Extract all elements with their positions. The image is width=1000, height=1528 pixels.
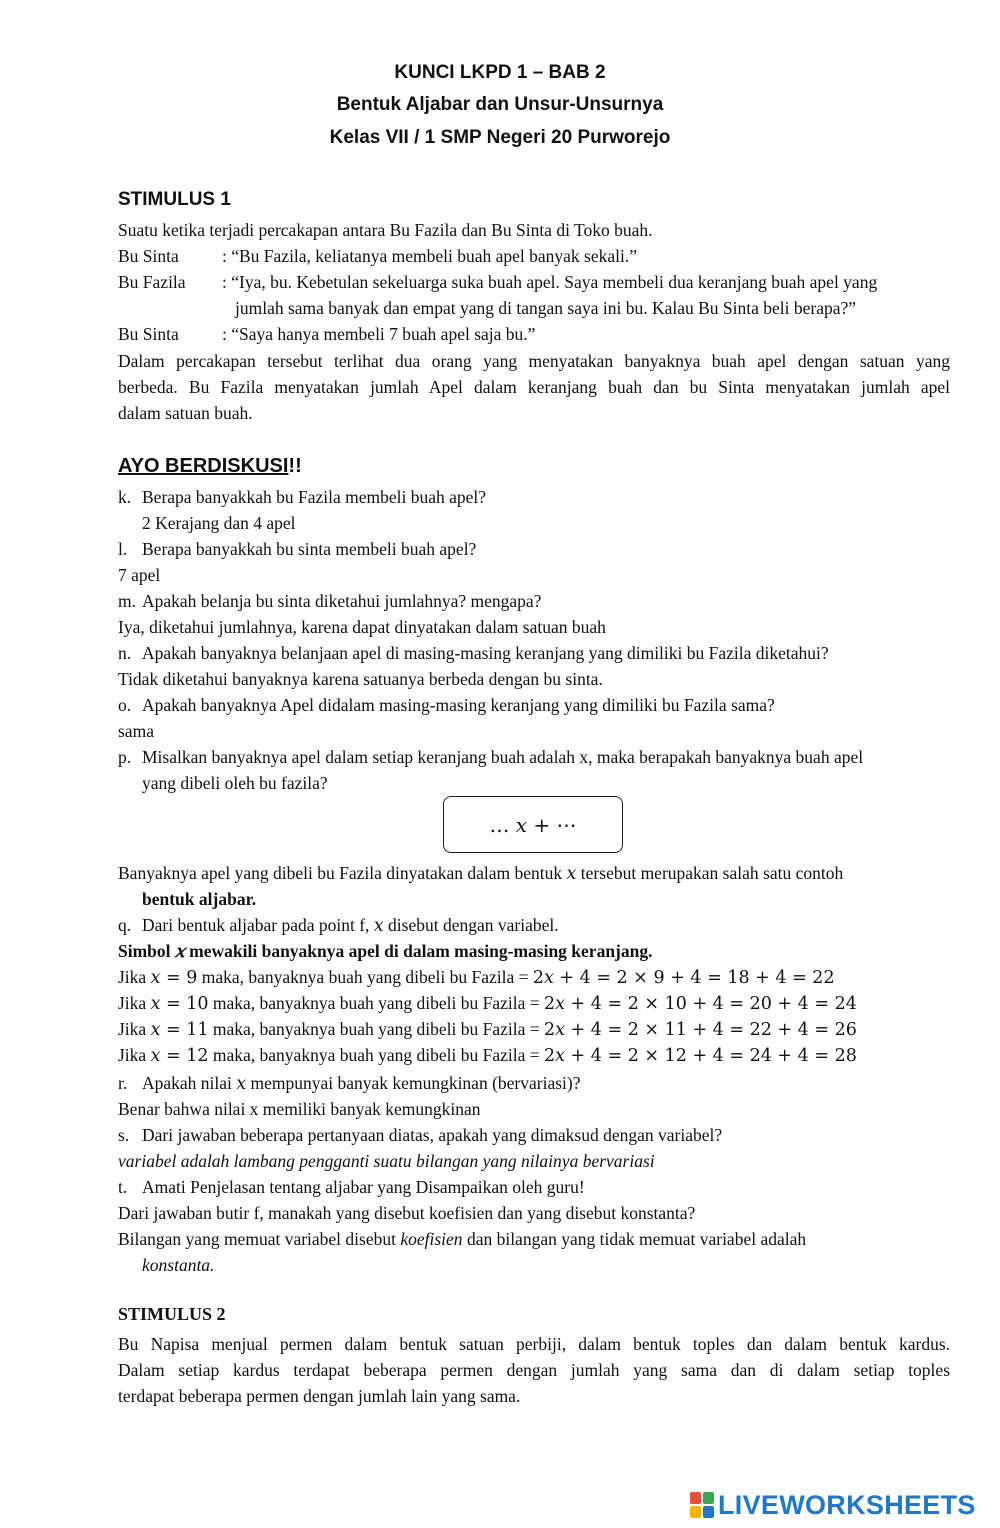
- question-t: t. Amati Penjelasan tentang aljabar yang Disampaikan oleh guru!: [118, 1177, 585, 1197]
- question-r: r. Apakah nilai 𝑥 mempunyai banyak kemungkinan (bervariasi)?: [118, 1073, 581, 1094]
- answer-o: sama: [118, 721, 154, 741]
- header-class: Kelas VII / 1 SMP Negeri 20 Purworejo: [329, 127, 671, 148]
- answer-t: Bilangan yang memuat variabel disebut koefisien dan bilangan yang tidak memuat variabel adalah: [118, 1229, 807, 1249]
- stimulus2-line: terdapat beberapa permen dengan jumlah lain yang sama.: [118, 1386, 521, 1406]
- bentuk-aljabar-line: Banyaknya apel yang dibeli bu Fazila dinyatakan dalam bentuk 𝑥 tersebut merupakan salah satu contoh: [118, 863, 844, 884]
- question-o: o. Apakah banyaknya Apel didalam masing-masing keranjang yang dimiliki bu Fazila sama?: [118, 695, 775, 715]
- dialog-text: : “Saya hanya membeli 7 buah apel saja bu.”: [222, 324, 536, 344]
- stimulus1-paragraph-line: dalam satuan buah.: [118, 403, 253, 423]
- liveworksheets-logo-icon: [690, 1492, 714, 1518]
- question-n: n. Apakah banyaknya belanjaan apel di masing-masing keranjang yang dimiliki bu Fazila diketahui?: [118, 643, 829, 663]
- stimulus2-title: STIMULUS 2: [118, 1304, 226, 1324]
- jika-line: Jika 𝑥 = 12 maka, banyaknya buah yang dibeli bu Fazila = 2𝑥 + 4 = 2 × 12 + 4 = 24 + 4 = 28: [118, 1045, 857, 1066]
- question-l: l. Berapa banyakkah bu sinta membeli buah apel?: [118, 539, 477, 559]
- question-m: m. Apakah belanja bu sinta diketahui jumlahnya? mengapa?: [118, 591, 542, 611]
- dialog-line: [118, 245, 637, 267]
- answer-m: Iya, diketahui jumlahnya, karena dapat dinyatakan dalam satuan buah: [118, 617, 606, 637]
- question-p-continuation: yang dibeli oleh bu fazila?: [142, 773, 328, 793]
- jika-line: Jika 𝑥 = 9 maka, banyaknya buah yang dibeli bu Fazila = 2𝑥 + 4 = 2 × 9 + 4 = 18 + 4 = 22: [118, 967, 835, 988]
- stimulus1-intro: Suatu ketika terjadi percakapan antara Bu Fazila dan Bu Sinta di Toko buah.: [118, 220, 653, 240]
- dialog-speaker: Bu Fazila: [118, 272, 186, 292]
- dialog-speaker: Bu Sinta: [118, 324, 179, 344]
- header-title: KUNCI LKPD 1 – BAB 2: [394, 62, 606, 83]
- dialog-line: [118, 323, 535, 345]
- question-p: p. Misalkan banyaknya apel dalam setiap keranjang buah adalah x, maka berapakah banyaknya buah apel: [118, 747, 864, 767]
- dialog-line: [118, 271, 877, 293]
- question-k: k. Berapa banyakkah bu Fazila membeli buah apel?: [118, 487, 487, 507]
- stimulus1-paragraph-line: Dalam percakapan tersebut terlihat dua orang yang menyatakan banyaknya buah apel dengan satuan yang: [118, 351, 950, 371]
- simbol-statement: Simbol 𝑥 mewakili banyaknya apel di dalam masing-masing keranjang.: [118, 941, 653, 962]
- answer-s: variabel adalah lambang pengganti suatu bilangan yang nilainya bervariasi: [118, 1151, 655, 1171]
- answer-l: 7 apel: [118, 565, 161, 585]
- jika-line: Jika 𝑥 = 11 maka, banyaknya buah yang dibeli bu Fazila = 2𝑥 + 4 = 2 × 11 + 4 = 22 + 4 = 26: [118, 1019, 857, 1040]
- jika-line: Jika 𝑥 = 10 maka, banyaknya buah yang dibeli bu Fazila = 2𝑥 + 4 = 2 × 10 + 4 = 20 + 4 = 24: [118, 993, 857, 1014]
- question-t-detail: Dari jawaban butir f, manakah yang disebut koefisien dan yang disebut konstanta?: [118, 1203, 696, 1223]
- answer-k: 2 Kerajang dan 4 apel: [142, 513, 296, 533]
- stimulus1-paragraph-line: berbeda. Bu Fazila menyatakan jumlah Apel dalam keranjang buah dan bu Sinta menyatakan jumlah apel: [118, 377, 950, 397]
- question-q: q. Dari bentuk aljabar pada point f, 𝑥 disebut dengan variabel.: [118, 915, 559, 936]
- formula-text: … 𝑥 + ⋯: [489, 812, 577, 837]
- answer-r: Benar bahwa nilai x memiliki banyak kemungkinan: [118, 1099, 481, 1119]
- answer-t-continuation: konstanta.: [142, 1255, 215, 1275]
- answer-n: Tidak diketahui banyaknya karena satuanya berbeda dengan bu sinta.: [118, 669, 603, 689]
- liveworksheets-logo: [690, 1488, 976, 1522]
- stimulus2-line: Dalam setiap kardus terdapat beberapa permen dengan jumlah yang sama dan di dalam setiap toples: [118, 1360, 950, 1380]
- liveworksheets-logo-text: LIVEWORKSHEETS: [718, 1489, 976, 1520]
- dialog-continuation: jumlah sama banyak dan empat yang di tangan saya ini bu. Kalau Bu Sinta beli berapa?”: [235, 298, 857, 318]
- stimulus1-title: STIMULUS 1: [118, 189, 231, 210]
- header-subtitle: Bentuk Aljabar dan Unsur-Unsurnya: [336, 94, 664, 115]
- ayo-berdiskusi-title: AYO BERDISKUSI!!: [118, 455, 302, 477]
- stimulus2-line: Bu Napisa menjual permen dalam bentuk satuan perbiji, dalam bentuk toples dan dalam bentuk kardus.: [118, 1334, 950, 1354]
- formula-box: [443, 796, 623, 853]
- dialog-text: : “Bu Fazila, keliatanya membeli buah apel banyak sekali.”: [222, 246, 637, 266]
- bentuk-aljabar-bold: bentuk aljabar.: [142, 889, 257, 909]
- dialog-speaker: Bu Sinta: [118, 246, 179, 266]
- dialog-text: : “Iya, bu. Kebetulan sekeluarga suka buah apel. Saya membeli dua keranjang buah apel yang: [222, 272, 878, 292]
- question-s: s. Dari jawaban beberapa pertanyaan diatas, apakah yang dimaksud dengan variabel?: [118, 1125, 723, 1145]
